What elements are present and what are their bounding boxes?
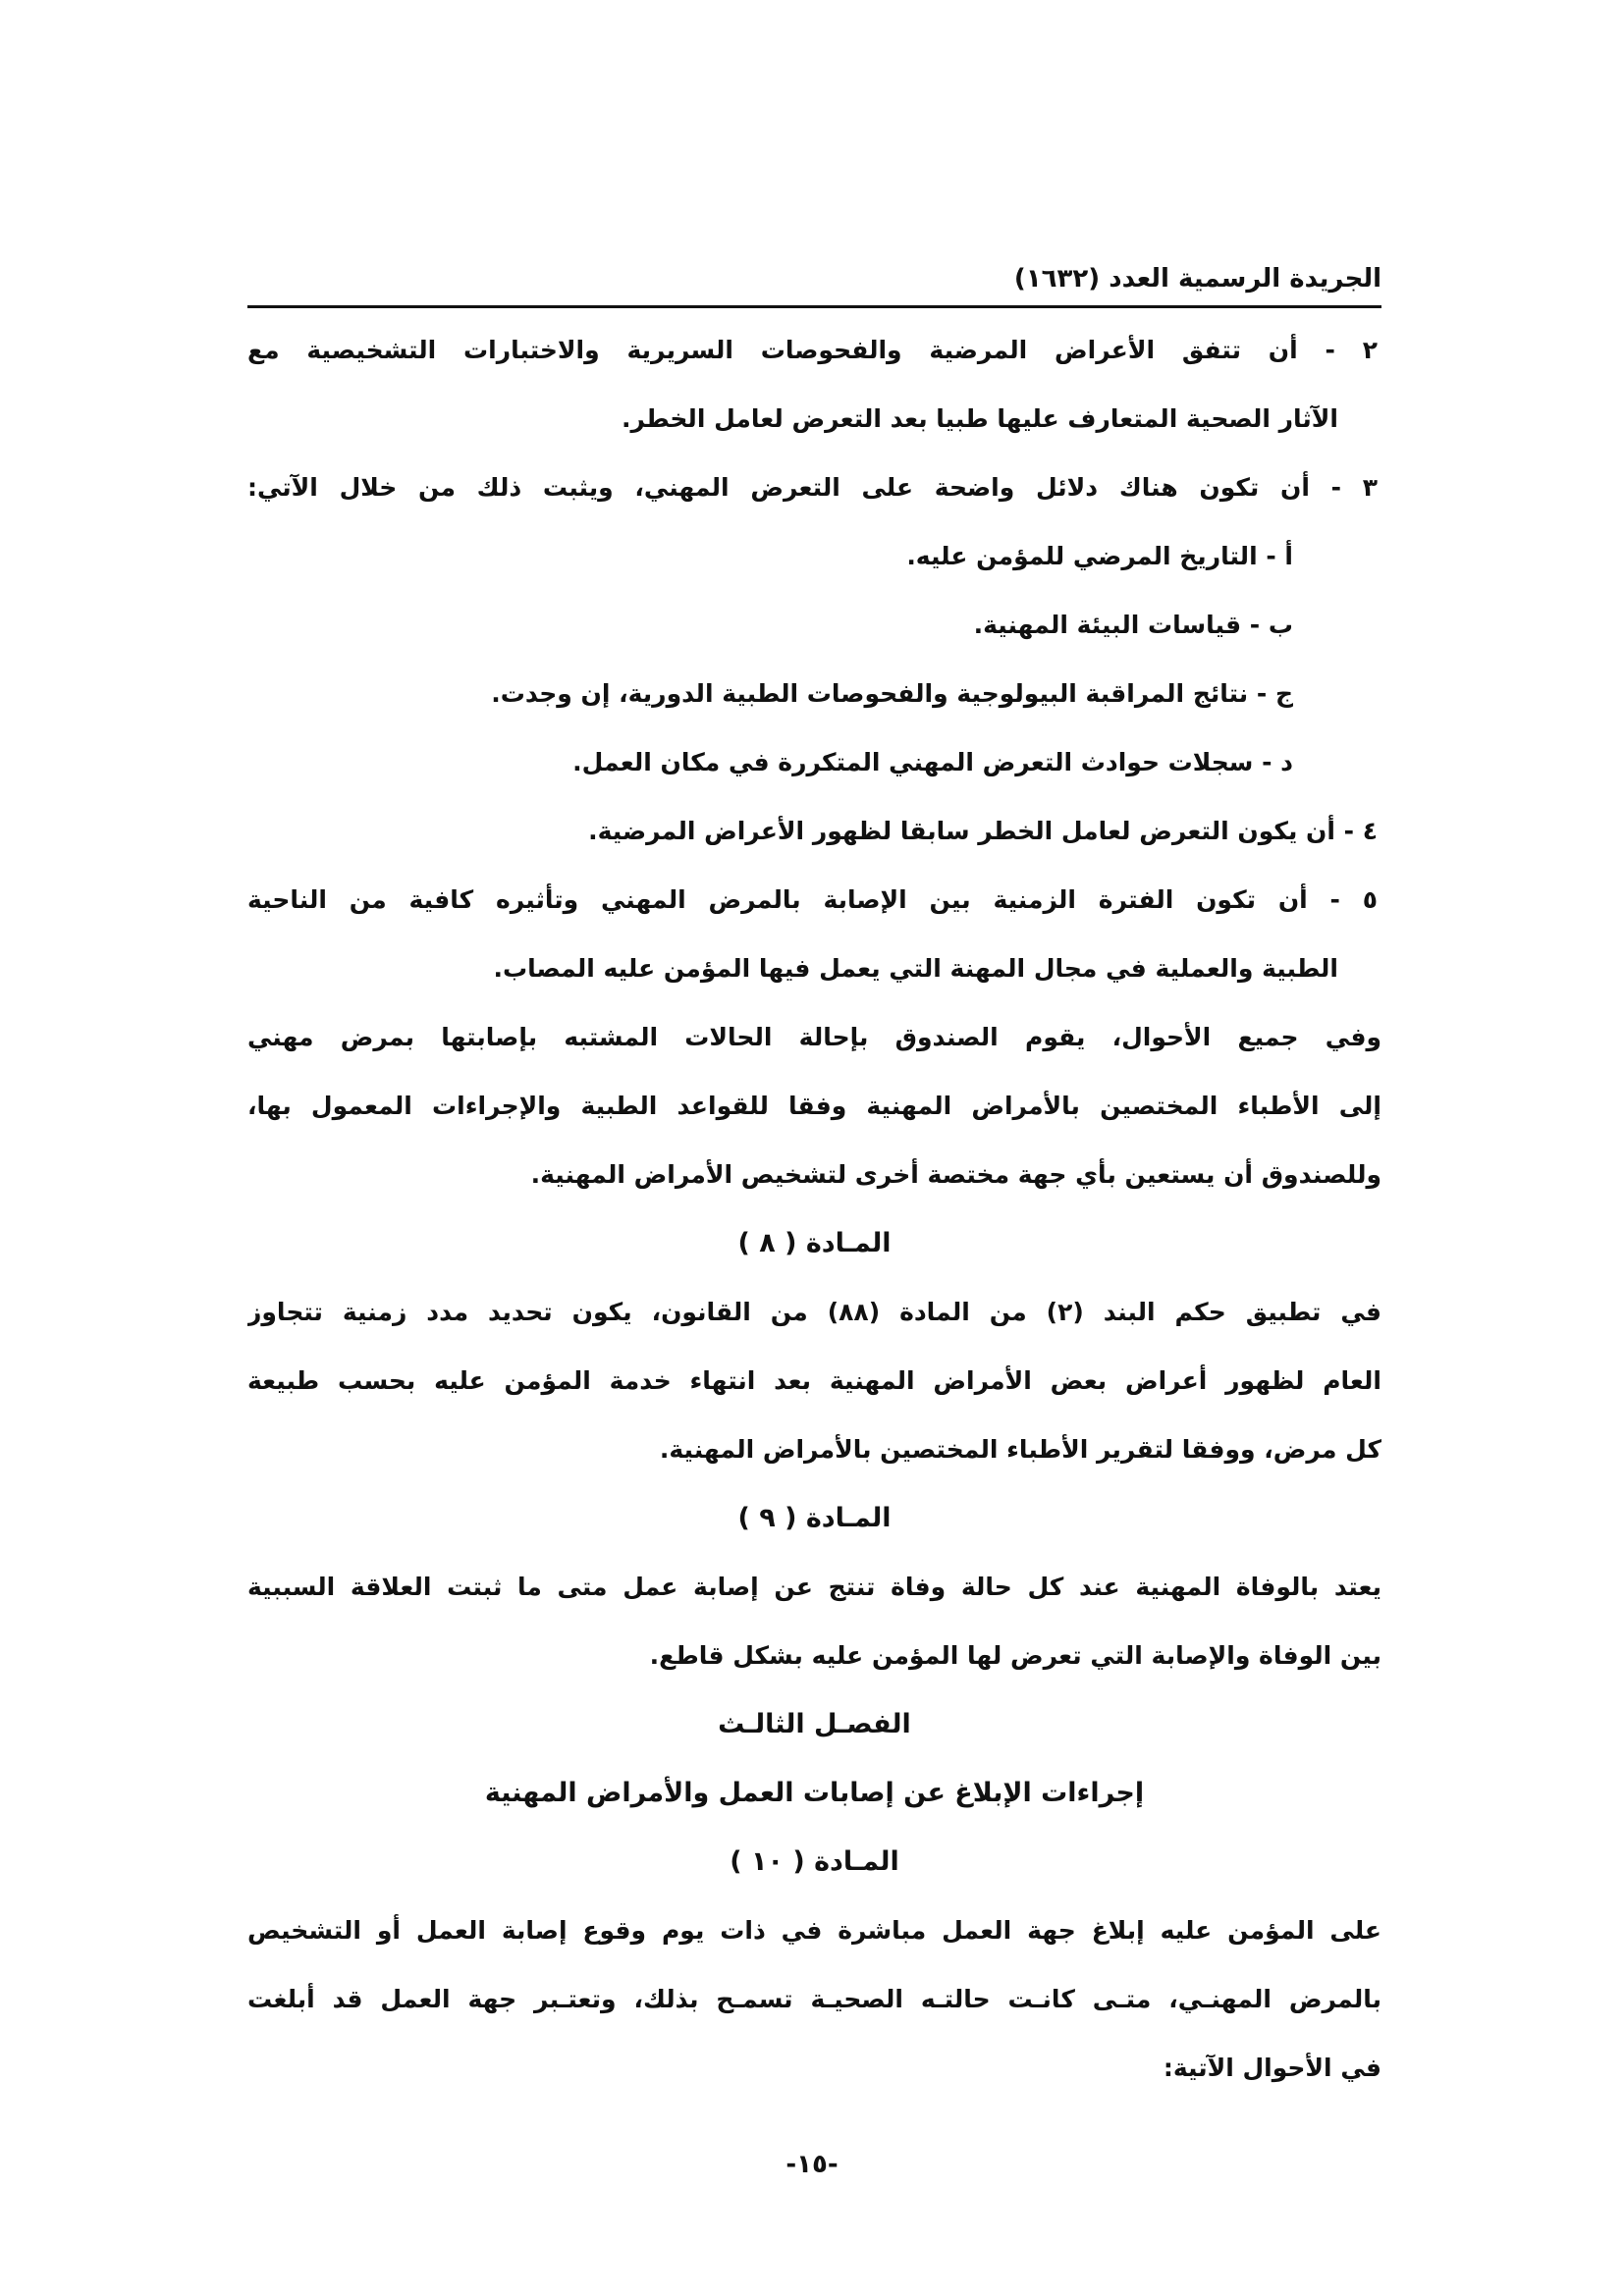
article-10-line-2: بالمرض المهنـي، متـى كانـت حالتـه الصحيـة تسمـح بذلك، وتعتـبر جهة العمل قد أبلغت: [247, 1985, 1381, 2013]
item-4-line-1: ٤ - أن يكون التعرض لعامل الخطر سابقا لظهور الأعراض المرضية.: [588, 817, 1378, 845]
article-9-line-1: يعتد بالوفاة المهنية عند كل حالة وفاة تنتج عن إصابة عمل متى ما ثبتت العلاقة السببية: [247, 1573, 1381, 1601]
article-10-line-1: على المؤمن عليه إبلاغ جهة العمل مباشرة في ذات يوم وقوع إصابة العمل أو التشخيص: [247, 1916, 1381, 1945]
chapter-subtitle: إجراءات الإبلاغ عن إصابات العمل والأمراض المهنية: [484, 1778, 1145, 1808]
article-8-line-1: في تطبيق حكم البند (٢) من المادة (٨٨) من القانون، يكون تحديد مدد زمنية تتجاوز: [247, 1298, 1381, 1326]
item-3-sub-b: ب - قياسات البيئة المهنية.: [973, 611, 1293, 639]
chapter-title: الفصـل الثالـث: [718, 1709, 911, 1739]
item-3-sub-c: ج - نتائج المراقبة البيولوجية والفحوصات الطبية الدورية، إن وجدت.: [491, 679, 1293, 708]
article-8-line-2: العام لظهور أعراض بعض الأمراض المهنية بعد انتهاء خدمة المؤمن عليه بحسب طبيعة: [247, 1366, 1381, 1395]
article-9-line-2: بين الوفاة والإصابة التي تعرض لها المؤمن عليه بشكل قاطع.: [649, 1641, 1381, 1670]
article-10-line-3: في الأحوال الآتية:: [1163, 2054, 1381, 2082]
item-5-line-2: الطبية والعملية في مجال المهنة التي يعمل فيها المؤمن عليه المصاب.: [493, 954, 1338, 983]
general-paragraph-line-2: إلى الأطباء المختصين بالأمراض المهنية وفقا للقواعد الطبية والإجراءات المعمول بها،: [247, 1092, 1381, 1120]
page-number: -١٥-: [785, 2150, 839, 2179]
item-3-line-1: ٣ - أن تكون هناك دلائل واضحة على التعرض المهني، ويثبت ذلك من خلال الآتي:: [247, 473, 1378, 502]
document-body: [247, 316, 1381, 2103]
header-rule: [247, 305, 1381, 308]
item-2-line-2: الآثار الصحية المتعارف عليها طبيا بعد التعرض لعامل الخطر.: [622, 404, 1338, 433]
gazette-title: الجريدة الرسمية العدد (١٦٣٢): [1013, 264, 1381, 294]
page-header: [247, 257, 1381, 308]
item-5-line-1: ٥ - أن تكون الفترة الزمنية بين الإصابة بالمرض المهني وتأثيره كافية من الناحية: [247, 885, 1378, 914]
general-paragraph-line-1: وفي جميع الأحوال، يقوم الصندوق بإحالة الحالات المشتبه بإصابتها بمرض مهني: [247, 1023, 1381, 1051]
general-paragraph-line-3: وللصندوق أن يستعين بأي جهة مختصة أخرى لتشخيص الأمراض المهنية.: [530, 1160, 1381, 1189]
article-9-heading: المـادة ( ٩ ): [737, 1503, 892, 1533]
item-3-sub-d: د - سجلات حوادث التعرض المهني المتكررة في مكان العمل.: [572, 748, 1293, 776]
article-8-line-3: كل مرض، ووفقا لتقرير الأطباء المختصين بالأمراض المهنية.: [659, 1435, 1381, 1464]
item-2-line-1: ٢ - أن تتفق الأعراض المرضية والفحوصات السريرية والاختبارات التشخيصية مع: [247, 336, 1378, 364]
article-10-heading: المـادة ( ١٠ ): [730, 1846, 899, 1877]
item-3-sub-a: أ - التاريخ المرضي للمؤمن عليه.: [906, 542, 1293, 570]
article-8-heading: المـادة ( ٨ ): [737, 1228, 892, 1258]
